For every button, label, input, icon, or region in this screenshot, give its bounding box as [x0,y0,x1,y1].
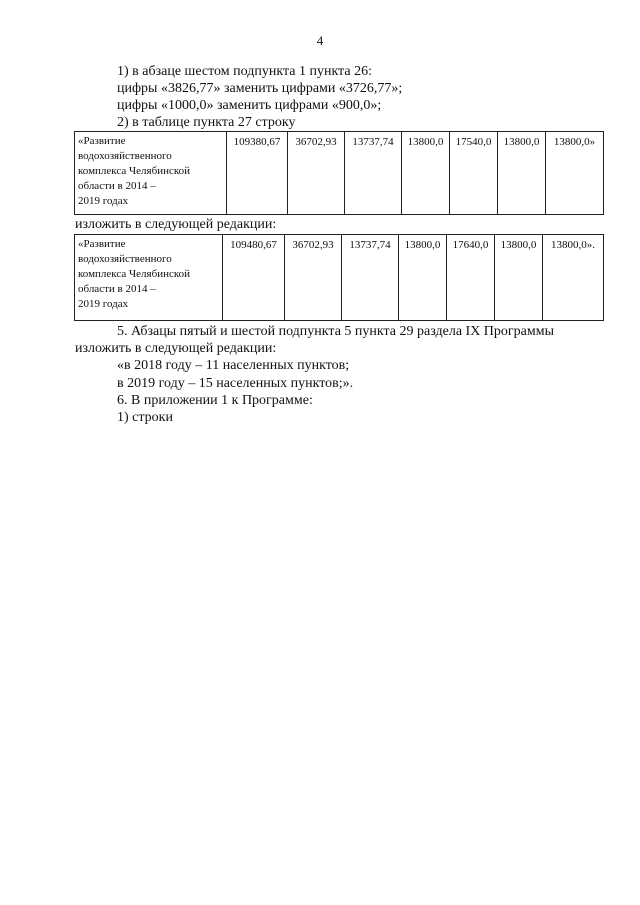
value-cell: 13737,74 [342,235,399,321]
value-cell: 13800,0» [546,132,604,215]
page-number: 4 [316,33,324,48]
value-cell: 13800,0 [495,235,543,321]
paragraph-2-heading: 2) в таблице пункта 27 строку [117,115,296,130]
value-cell: 109480,67 [223,235,285,321]
program-name-cell: «Развитие водохозяйственного комплекса Челябинской области в 2014 – 2019 годах [75,235,223,321]
section-6-heading: 6. В приложении 1 к Программе: [117,393,313,408]
paragraph-1-heading: 1) в абзаце шестом подпункта 1 пункта 26: [117,64,372,79]
value-cell: 13800,0 [399,235,447,321]
paragraph-1-item-b: цифры «1000,0» заменить цифрами «900,0»; [117,98,382,113]
section-5-line-2: изложить в следующей редакции: [75,341,277,356]
table-old-row [74,131,604,215]
value-cell: 17640,0 [447,235,495,321]
value-cell: 36702,93 [288,132,345,215]
value-cell: 13800,0 [498,132,546,215]
table-new-row [74,234,604,321]
value-cell: 13737,74 [345,132,402,215]
section-5-line-1: 5. Абзацы пятый и шестой подпункта 5 пункта 29 раздела IX Программы [117,324,555,339]
value-cell: 13800,0 [402,132,450,215]
program-name-cell: «Развитие водохозяйственного комплекса Челябинской области в 2014 – 2019 годах [75,132,227,215]
section-5-quote-1: «в 2018 году – 11 населенных пунктов; [117,358,350,373]
edit-note: изложить в следующей редакции: [75,217,277,232]
value-cell: 109380,67 [227,132,288,215]
table-row [75,235,604,321]
section-5-quote-2: в 2019 году – 15 населенных пунктов;». [117,376,354,391]
value-cell: 36702,93 [285,235,342,321]
paragraph-1-item-a: цифры «3826,77» заменить цифрами «3726,77»; [117,81,403,96]
value-cell: 13800,0». [543,235,604,321]
table-row [75,132,604,215]
value-cell: 17540,0 [450,132,498,215]
section-6-item-1: 1) строки [117,410,173,425]
